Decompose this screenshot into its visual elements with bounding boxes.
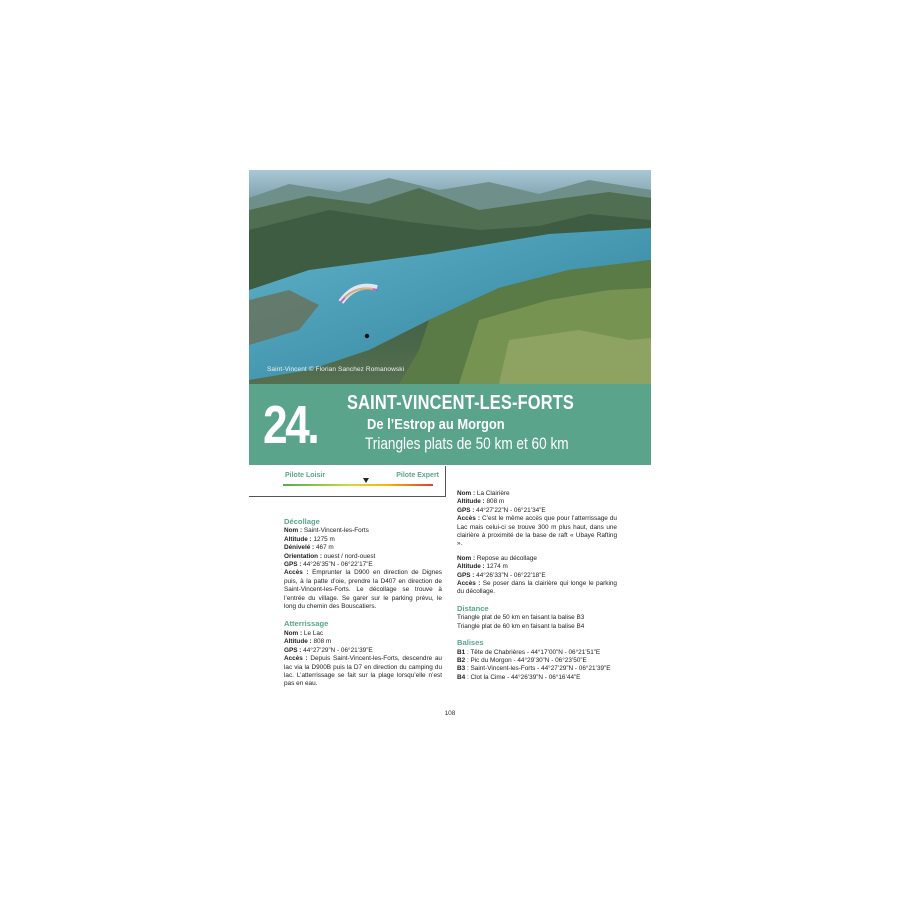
paraglider-pilot <box>365 334 369 338</box>
pilot-level-scale <box>249 466 446 497</box>
route-number: 24. <box>263 395 318 455</box>
level-right-label: Pilote Expert <box>396 472 439 479</box>
repose-nom: Nom : Repose au décollage <box>457 554 537 562</box>
distance-line-2: Triangle plat de 60 km en faisant la balise B4 <box>457 622 585 630</box>
decollage-acces: Accès : Emprunter la D900 en direction de Dignes puis, à la patte d’oie, prendre la D407 en direction de Saint-Vincent-les-Forts. Le décollage se trouve à l’entrée du village. Se garer sur le parking prévu, le long du chemin des Bouscatiers. <box>284 569 442 611</box>
book-page <box>249 170 651 730</box>
clairiere-acces: Accès : C’est le même accès que pour l’atterrissage du Lac mais celui-ci se trouve 300 m plus haut, dans une clairière à proximité de la base de raft « Ubaye Rafting ». <box>457 515 617 548</box>
balises-heading: Balises <box>457 638 484 648</box>
level-marker-icon <box>363 478 369 483</box>
lake-landscape-image <box>249 170 651 384</box>
decollage-gps: GPS : 44°26’35”N - 06°22’17”E <box>284 561 373 569</box>
clairiere-gps: GPS : 44°27’22”N - 06°21’34”E <box>457 506 546 514</box>
left-column <box>284 518 442 689</box>
landscape-photo <box>249 170 651 384</box>
decollage-altitude: Altitude : 1275 m <box>284 535 335 543</box>
level-left-label: Pilote Loisir <box>285 472 326 479</box>
place-title: SAINT-VINCENT-LES-FORTS <box>347 392 574 414</box>
atterrissage-nom: Nom : Le Lac <box>284 629 324 637</box>
clairiere-altitude: Altitude : 808 m <box>457 498 505 506</box>
decollage-heading: Décollage <box>284 517 320 526</box>
level-gradient-bar <box>283 484 433 486</box>
balise-b3: B3 : Saint-Vincent-les-Forts - 44°27’29”N - 06°21’39”E <box>457 665 611 673</box>
balise-b4: B4 : Clot la Cime - 44°26’39”N - 06°16’44”E <box>457 673 581 681</box>
distance-line-1: Triangle plat de 50 km en faisant la balise B3 <box>457 614 585 622</box>
decollage-denivele: Dénivelé : 467 m <box>284 544 334 552</box>
route-subtitle: Triangles plats de 50 km et 60 km <box>365 434 569 453</box>
repose-acces: Accès : Se poser dans la clairière qui longe le parking du décollage. <box>457 580 617 596</box>
atterrissage-gps: GPS : 44°27’29”N - 06°21’39”E <box>284 646 373 654</box>
route-title: De l’Estrop au Morgon <box>367 416 505 433</box>
balise-b1: B1 : Tête de Chabrières - 44°17’00”N - 06°21’51”E <box>457 648 601 656</box>
distance-heading: Distance <box>457 603 489 613</box>
title-band <box>249 384 651 465</box>
atterrissage-acces: Accès : Depuis Saint-Vincent-les-Forts, descendre au lac via la D900B puis la D7 en direction du camping du lac. L’atterrissage se fait sur la plage lorsqu’elle n’est pas en eau. <box>284 655 442 688</box>
clairiere-nom: Nom : La Clairière <box>457 490 510 497</box>
repose-altitude: Altitude : 1274 m <box>457 563 508 571</box>
page-number: 108 <box>444 710 456 717</box>
decollage-nom: Nom : Saint-Vincent-les-Forts <box>284 527 369 535</box>
right-column <box>457 490 617 682</box>
balise-b2: B2 : Pic du Morgon - 44°29’30”N - 06°23’50”E <box>457 656 587 664</box>
atterrissage-altitude: Altitude : 808 m <box>284 638 332 646</box>
decollage-orientation: Orientation : ouest / nord-ouest <box>284 552 376 560</box>
atterrissage-heading: Atterrissage <box>284 619 329 629</box>
repose-gps: GPS : 44°26’33”N - 06°22’18”E <box>457 571 546 579</box>
photo-credit: Saint-Vincent © Florian Sanchez Romanowski <box>267 366 405 373</box>
